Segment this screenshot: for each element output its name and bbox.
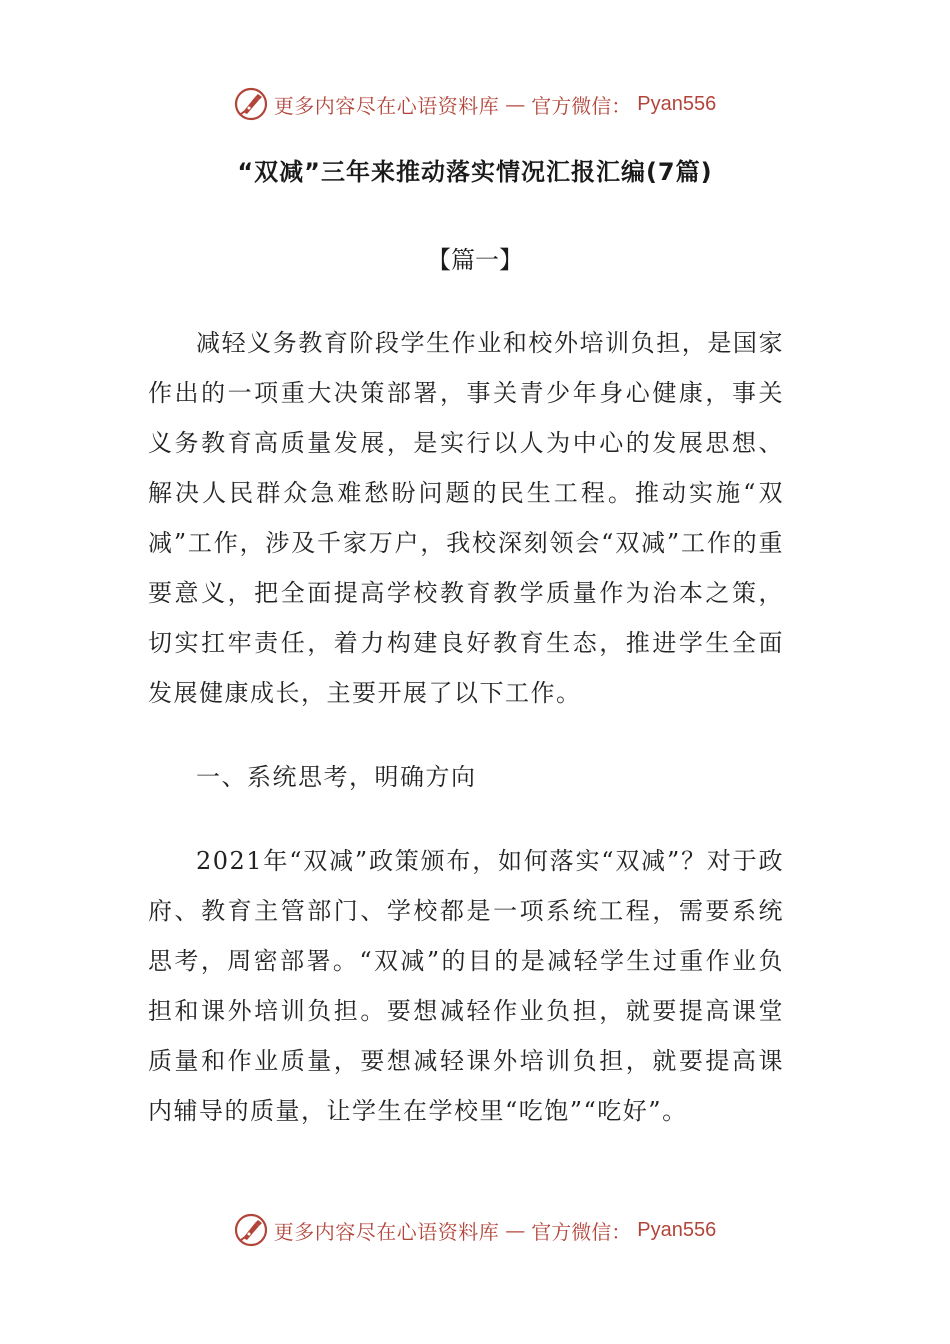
banner-wechat-id: Pyan556 [637,1218,717,1241]
section-heading: 【篇一】 [427,246,523,274]
paragraph-1 [148,318,784,718]
paragraph-2 [148,836,784,1136]
footer-banner [0,1210,950,1250]
banner-wechat-label: 官方微信： [531,93,632,118]
paragraph-1-text: 减轻义务教育阶段学生作业和校外培训负担，是国家作出的一项重大决策部署，事关青少年身心健康，事关义务教育高质量发展，是实行以人为中心的发展思想、解决人民群众急难愁盼问题的民生工程。推动实施“双减”工作，涉及千家万户，我校深刻领会“双减”工作的重要意义，把全面提高学校教育教学质量作为治本之策，切实扛牢责任，着力构建良好教育生态，推进学生全面发展健康成长，主要开展了以下工作。 [148,329,784,707]
pen-nib-logo-icon [234,1213,268,1247]
banner-wechat-id: Pyan556 [637,92,717,115]
pen-nib-logo-icon [234,87,268,121]
banner-dash: — [505,1218,526,1242]
paragraph-2-text: 2021年“双减”政策颁布，如何落实“双减”？对于政府、教育主管部门、学校都是一项系统工程，需要系统思考，周密部署。“双减”的目的是减轻学生过重作业负担和课外培训负担。要想减轻作业负担，就要提高课堂质量和作业质量，要想减轻课外培训负担，就要提高课内辅导的质量，让学生在学校里“吃饱”“吃好”。 [148,847,784,1125]
subheading-1: 一、系统思考，明确方向 [196,763,477,791]
banner-site-name: 更多内容尽在心语资料库 [273,1219,500,1244]
banner-dash: — [505,92,526,116]
banner-wechat-label: 官方微信： [531,1219,632,1244]
header-banner [0,84,950,124]
banner-site-name: 更多内容尽在心语资料库 [273,93,500,118]
document-title: “双减”三年来推动落实情况汇报汇编(7篇) [237,158,713,186]
